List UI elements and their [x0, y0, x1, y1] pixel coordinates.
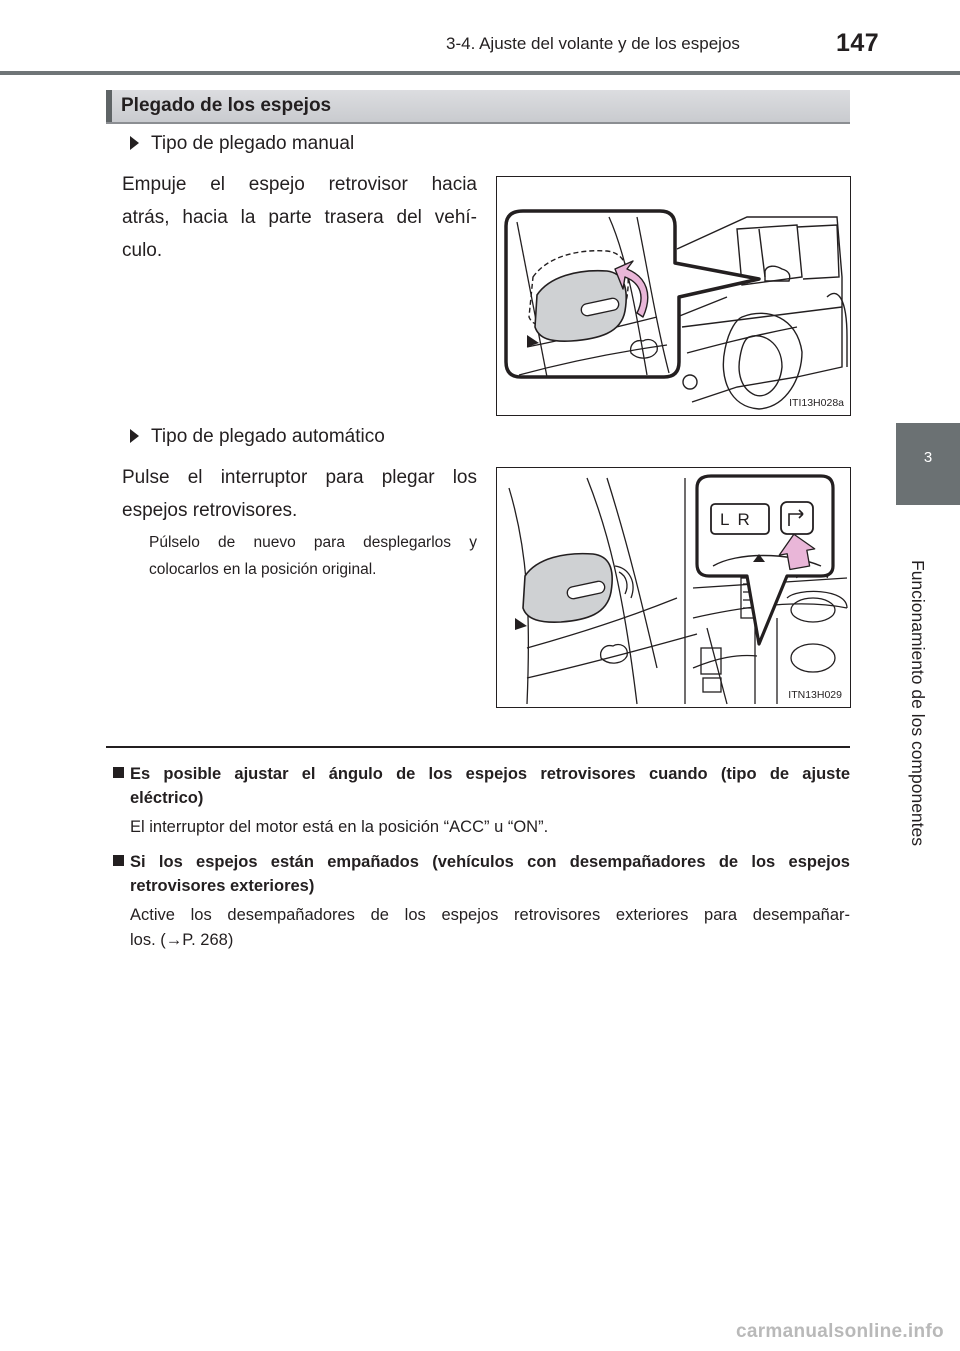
- section-heading: [106, 90, 850, 124]
- automatic-instructions: [122, 461, 477, 527]
- automatic-line-1: Pulse el interruptor para plegar los: [122, 467, 477, 488]
- mirror-switch-label: [716, 510, 768, 530]
- section-heading-bar: [106, 90, 112, 122]
- manual-fold-figure: [496, 176, 851, 416]
- note-2-body-line-1: Active los desempañadores de los espejos retrovisores exteriores para desempañar-: [130, 906, 850, 924]
- automatic-type-heading-text: Tipo de plegado automático: [151, 426, 385, 447]
- header-rule: [0, 71, 960, 75]
- note-2-title-line-1: [113, 850, 850, 874]
- note-1-body: [130, 815, 850, 840]
- watermark-text: carmanualsonline.info: [736, 1321, 944, 1342]
- note-2-title: [113, 850, 850, 898]
- page-number: 147: [836, 29, 880, 57]
- automatic-fold-illustration: [497, 468, 849, 706]
- automatic-line-2: espejos retrovisores.: [122, 500, 298, 521]
- chapter-tab: [896, 423, 960, 505]
- section-heading-title: Plegado de los espejos: [121, 95, 332, 116]
- note-1-title: [113, 762, 850, 810]
- manual-line-3: culo.: [122, 240, 163, 261]
- manual-instructions: [122, 168, 477, 267]
- bullet-arrow-icon: [130, 136, 139, 150]
- automatic-fold-figure: [496, 467, 851, 708]
- note-1-title-text-1: Es posible ajustar el ángulo de los espejos retrovisores cuando (tipo de ajuste: [130, 765, 850, 783]
- manual-fold-illustration: [497, 177, 849, 414]
- switch-label-right: R: [737, 510, 758, 529]
- note-2-title-line-2: retrovisores exteriores): [130, 877, 315, 895]
- note-2-body-line-2: los. (→P. 268): [130, 931, 234, 949]
- note-2-body: [130, 903, 850, 953]
- note-1-title-line-1: [113, 762, 850, 786]
- automatic-type-heading: [130, 426, 385, 448]
- section-divider: [106, 746, 850, 748]
- note-1-title-line-2: eléctrico): [130, 789, 204, 807]
- manual-line-2: atrás, hacia la parte trasera del vehí-: [122, 207, 477, 228]
- running-header-title: 3-4. Ajuste del volante y de los espejos: [446, 34, 740, 53]
- manual-type-heading-text: Tipo de plegado manual: [151, 133, 355, 154]
- automatic-note-line-1: Púlselo de nuevo para desplegarlos y: [149, 534, 477, 551]
- chapter-title-vertical: Funcionamiento de los componentes: [908, 560, 928, 847]
- note-square-icon: [113, 855, 124, 866]
- switch-label-left: L: [720, 510, 738, 529]
- automatic-note-line-2: colocarlos en la posición original.: [149, 561, 377, 578]
- automatic-figure-code: ITN13H029: [788, 689, 842, 701]
- bullet-arrow-icon: [130, 429, 139, 443]
- chapter-number: 3: [923, 449, 933, 466]
- manual-line-1: Empuje el espejo retrovisor hacia: [122, 174, 477, 195]
- automatic-note: [149, 529, 477, 583]
- note-2-title-text-1: Si los espejos están empañados (vehículos con desempañadores de los espejos: [130, 853, 850, 871]
- note-square-icon: [113, 767, 124, 778]
- manual-type-heading: [130, 133, 354, 155]
- manual-figure-code: ITI13H028a: [789, 397, 844, 409]
- note-1-body-line-1: El interruptor del motor está en la posición “ACC” u “ON”.: [130, 818, 549, 836]
